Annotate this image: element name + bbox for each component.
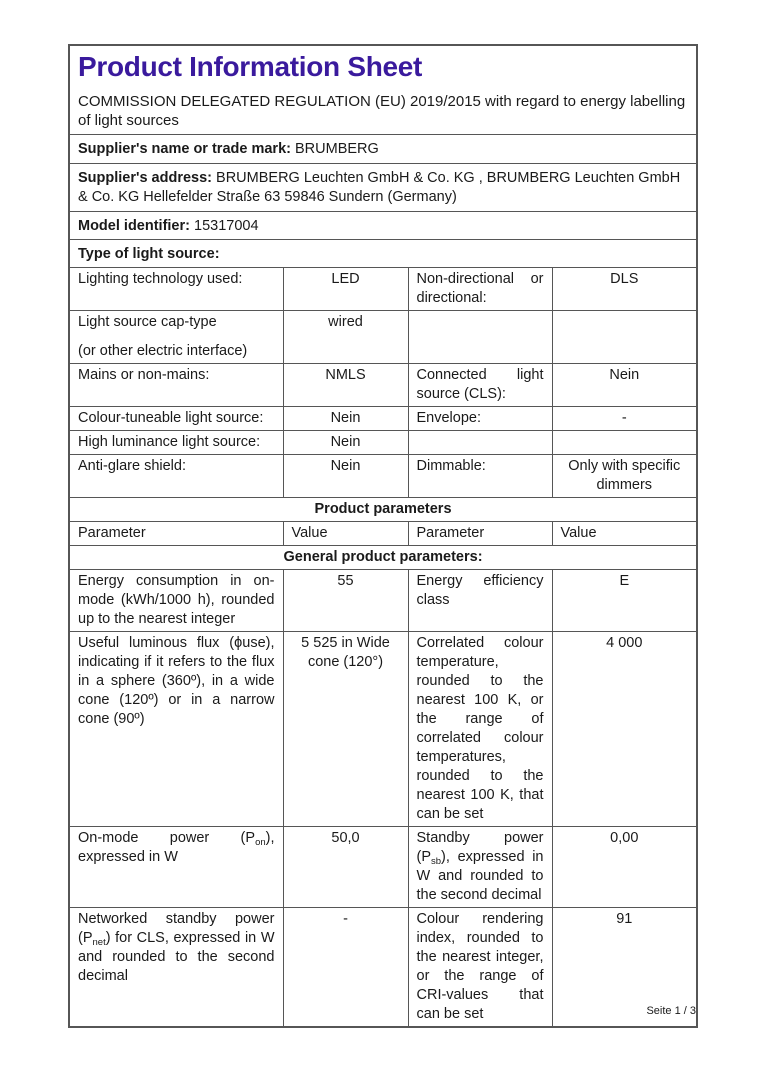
- standby-power-value: 0,00: [552, 826, 697, 907]
- standby-power-label-text: ), expressed in W and rounded to the second decimal: [416, 848, 544, 903]
- dimmable-label: Dimmable:: [408, 454, 552, 497]
- envelope-value: -: [552, 406, 697, 430]
- product-parameters-heading: Product parameters: [69, 497, 697, 521]
- table-row: [69, 826, 697, 907]
- cls-label: Connected light source (CLS):: [408, 363, 552, 406]
- high-luminance-label: High luminance light source:: [69, 430, 283, 454]
- useful-luminous-flux-value: 5 525 in Wide cone (120°): [283, 631, 408, 826]
- networked-standby-power-label-text: ) for CLS, expressed in W and rounded to the second decimal: [78, 929, 275, 984]
- supplier-address-value: BRUMBERG Leuchten GmbH & Co. KG , BRUMBERG Leuchten GmbH & Co. KG Hellefelder Straße 63 59846 Sundern (Germany): [78, 169, 681, 205]
- energy-efficiency-class-label: Energy efficiency class: [408, 569, 552, 631]
- networked-standby-power-subscript: net: [92, 936, 106, 948]
- empty-value-cell: [552, 430, 697, 454]
- standby-power-label-text: Standby power (P: [416, 829, 544, 865]
- energy-efficiency-class-value: E: [552, 569, 697, 631]
- table-row: [69, 310, 697, 363]
- type-heading-cell: Type of light source:: [69, 239, 697, 267]
- lighting-technology-value: LED: [283, 267, 408, 310]
- on-mode-power-value: 50,0: [283, 826, 408, 907]
- supplier-name-label: Supplier's name or trade mark:: [78, 140, 291, 157]
- empty-parameter-cell: [408, 310, 552, 363]
- mains-label: Mains or non-mains:: [69, 363, 283, 406]
- general-parameters-heading: General product parameters:: [69, 545, 697, 569]
- energy-consumption-label: Energy consumption in on-mode (kWh/1000 h), rounded up to the nearest integer: [69, 569, 283, 631]
- column-header-parameter-1: Parameter: [69, 521, 283, 545]
- correlated-colour-temperature-label: Correlated colour temperature, rounded to the nearest 100 K, or the range of correlated colour temperatures, rounded to the nearest 100 K, that can be set: [408, 631, 552, 826]
- empty-parameter-cell: [408, 430, 552, 454]
- anti-glare-value: Nein: [283, 454, 408, 497]
- page-number: Seite 1 / 3: [646, 1005, 696, 1017]
- column-header-row: [69, 521, 697, 545]
- table-row: [69, 430, 697, 454]
- header-row: [69, 45, 697, 134]
- directional-label: Non-directional or directional:: [408, 267, 552, 310]
- type-heading-row: [69, 239, 697, 267]
- standby-power-label: [408, 826, 552, 907]
- colour-rendering-index-value: 91: [552, 907, 697, 1027]
- useful-luminous-flux-label: Useful luminous flux (ϕuse), indicating if it refers to the flux in a sphere (360º), in a wide cone (120º) or in a narrow cone (90º): [69, 631, 283, 826]
- table-row: [69, 406, 697, 430]
- supplier-address-row: [69, 163, 697, 211]
- column-header-parameter-2: Parameter: [408, 521, 552, 545]
- mains-value: NMLS: [283, 363, 408, 406]
- supplier-address-label: Supplier's address:: [78, 169, 212, 186]
- table-row: [69, 631, 697, 826]
- table-row: [69, 363, 697, 406]
- model-identifier-cell: [69, 211, 697, 239]
- standby-power-subscript: sb: [431, 855, 442, 867]
- on-mode-power-label: [69, 826, 283, 907]
- networked-standby-power-label-text: Networked standby power (P: [78, 910, 275, 946]
- supplier-address-cell: [69, 163, 697, 211]
- supplier-name-cell: [69, 134, 697, 163]
- energy-consumption-value: 55: [283, 569, 408, 631]
- high-luminance-value: Nein: [283, 430, 408, 454]
- colour-tuneable-label: Colour-tuneable light source:: [69, 406, 283, 430]
- cls-value: Nein: [552, 363, 697, 406]
- product-information-table: [68, 44, 698, 1028]
- table-row: [69, 454, 697, 497]
- table-row: [69, 267, 697, 310]
- page-title: Product Information Sheet: [78, 51, 423, 82]
- product-parameters-heading-row: [69, 497, 697, 521]
- correlated-colour-temperature-value: 4 000: [552, 631, 697, 826]
- colour-tuneable-value: Nein: [283, 406, 408, 430]
- cap-type-label: [69, 310, 283, 363]
- supplier-name-value: BRUMBERG: [295, 140, 379, 157]
- regulation-subtitle: COMMISSION DELEGATED REGULATION (EU) 2019/2015 with regard to energy labelling of light sources: [78, 93, 686, 129]
- table-row: [69, 569, 697, 631]
- empty-value-cell: [552, 310, 697, 363]
- supplier-name-row: [69, 134, 697, 163]
- model-identifier-label: Model identifier:: [78, 217, 190, 234]
- directional-value: DLS: [552, 267, 697, 310]
- on-mode-power-label-text: On-mode power (P: [78, 829, 256, 846]
- header-cell: [69, 45, 697, 134]
- envelope-label: Envelope:: [408, 406, 552, 430]
- dimmable-value: Only with specific dimmers: [552, 454, 697, 497]
- column-header-value-2: Value: [552, 521, 697, 545]
- model-identifier-row: [69, 211, 697, 239]
- cap-type-label-line2: (or other electric interface): [78, 342, 248, 359]
- cap-type-value: wired: [283, 310, 408, 363]
- cap-type-label-line1: Light source cap-type: [78, 313, 217, 330]
- general-parameters-heading-row: [69, 545, 697, 569]
- model-identifier-value: 15317004: [194, 217, 259, 234]
- on-mode-power-label-text: ), expressed in W: [78, 829, 275, 865]
- on-mode-power-subscript: on: [255, 836, 266, 848]
- column-header-value-1: Value: [283, 521, 408, 545]
- anti-glare-label: Anti-glare shield:: [69, 454, 283, 497]
- colour-rendering-index-label: Colour rendering index, rounded to the nearest integer, or the range of CRI-values that can be set: [408, 907, 552, 1027]
- lighting-technology-label: Lighting technology used:: [69, 267, 283, 310]
- networked-standby-power-value: -: [283, 907, 408, 1027]
